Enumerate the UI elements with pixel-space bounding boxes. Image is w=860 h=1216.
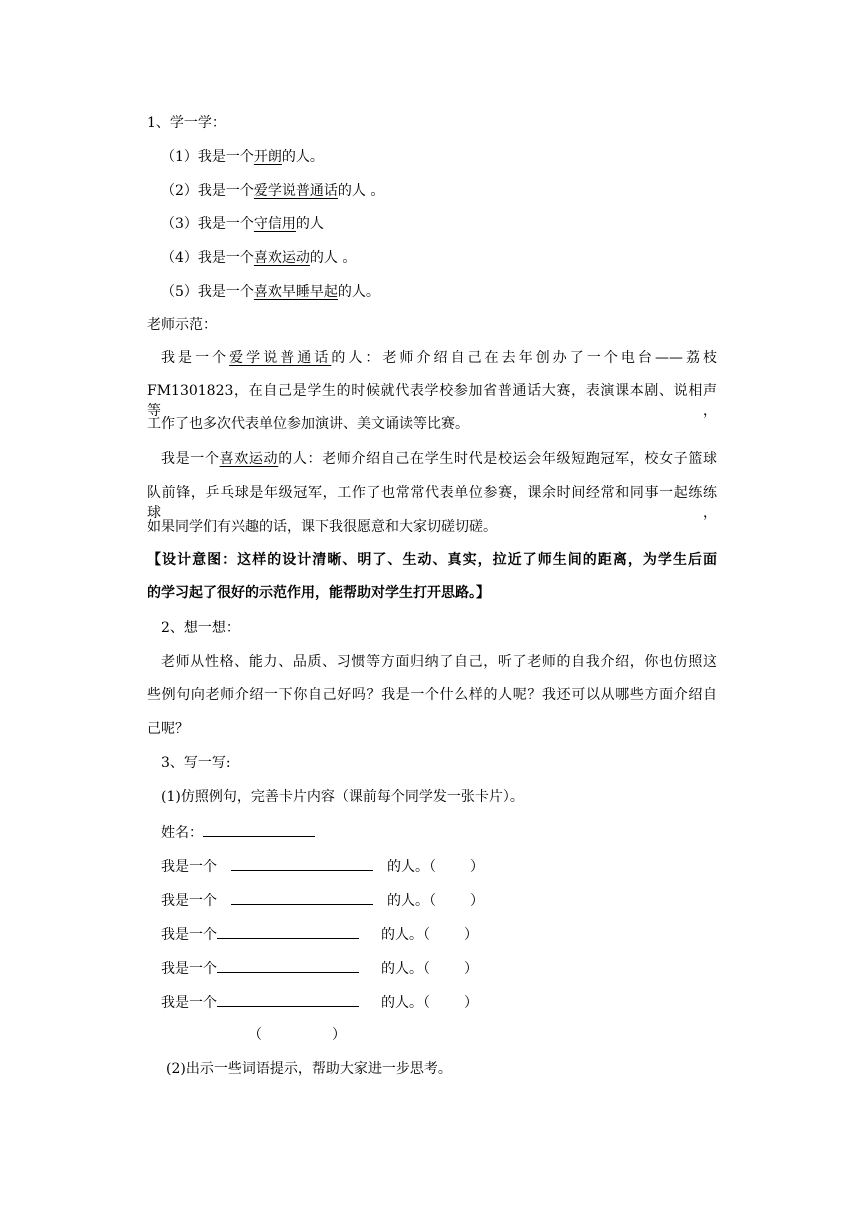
example-keyword: 开朗 <box>253 149 282 165</box>
card-row-prefix: 我是一个 <box>161 961 217 977</box>
example-keyword: 爱学说普通话 <box>253 183 338 199</box>
example-line-1 <box>161 147 324 167</box>
example-line-5 <box>161 282 380 302</box>
section-2-text-line-1: 老师从性格、能力、品质、习惯等方面归纳了自己，听了老师的自我介绍，你也仿照这 <box>161 654 717 670</box>
card-row-suffix: 的人。 <box>381 927 423 943</box>
demo1-prefix: 我是一个 <box>161 350 230 366</box>
card-row-paren-close: ） <box>464 995 478 1011</box>
example-prefix: （4）我是一个 <box>161 250 254 266</box>
demo1-keyword: 爱学说普通话 <box>229 350 332 366</box>
card-row-blank <box>217 958 359 973</box>
card-row-paren-close: ） <box>464 927 478 943</box>
card-row-prefix: 我是一个 <box>161 859 217 875</box>
demo1-line-2: FM1301823，在自己是学生的时候就代表学校参加省普通话大赛，表演课本剧、说相声等， <box>147 383 717 419</box>
demo1-rest: 的人：老师介绍自己在去年创办了一个电台——荔枝 <box>331 350 718 366</box>
card-row-blank <box>231 890 373 905</box>
card-row-suffix: 的人。 <box>381 995 423 1011</box>
demo2-line-3: 如果同学们有兴趣的话，课下我很愿意和大家切磋切磋。 <box>147 519 497 535</box>
card-row-prefix: 我是一个 <box>161 995 217 1011</box>
example-line-4 <box>161 248 356 268</box>
card-row-paren-open: （ <box>429 893 436 909</box>
example-keyword: 喜欢运动 <box>253 250 310 266</box>
section-2-text-line-2: 些例句向老师介绍一下你自己好吗？我是一个什么样的人呢？我还可以从哪些方面介绍自 <box>147 687 717 703</box>
card-row-paren-open: （ <box>423 927 430 943</box>
design-intent-line-2: 的学习起了很好的示范作用，能帮助对学生打开思路。】 <box>147 585 490 601</box>
card-row-paren-close: ） <box>470 893 484 909</box>
demo1-line-3: 工作了也多次代表单位参加演讲、美文诵读等比赛。 <box>147 416 469 432</box>
card-row-5 <box>161 992 478 1013</box>
example-suffix: 的人。 <box>337 284 380 300</box>
demo2-rest: 的人：老师介绍自己在学生时代是校运会年级短跑冠军，校女子篮球 <box>278 451 718 467</box>
example-keyword: 喜欢早睡早起 <box>253 284 338 300</box>
example-keyword: 守信用 <box>253 216 296 232</box>
example-suffix: 的人 。 <box>337 183 385 199</box>
demo2-line-2: 队前锋，乒乓球是年级冠军，工作了也常常代表单位参赛，课余时间经常和同事一起练练球， <box>147 485 717 521</box>
design-intent-line-1: 【设计意图：这样的设计清晰、明了、生动、真实，拉近了师生间的距离，为学生后面 <box>147 552 717 568</box>
card-row-blank <box>231 856 373 871</box>
demo2-prefix: 我是一个 <box>161 451 220 467</box>
section-3-item-1: (1)仿照例句，完善卡片内容（课前每个同学发一张卡片）。 <box>161 789 524 805</box>
card-row-paren-open: （ <box>423 961 430 977</box>
card-signature-paren <box>248 1025 346 1045</box>
card-row-blank <box>217 924 359 939</box>
name-blank-line <box>203 822 315 837</box>
section-2-heading: 2、想一想： <box>161 620 240 636</box>
example-line-2 <box>161 181 384 201</box>
card-row-blank <box>217 992 359 1007</box>
card-name-label: 姓名： <box>161 825 203 841</box>
signature-paren-close: ） <box>332 1027 346 1043</box>
card-row-paren-open: （ <box>423 995 430 1011</box>
demo-label: 老师示范： <box>147 317 217 333</box>
section-1-heading: 1、学一学： <box>147 115 226 131</box>
card-row-suffix: 的人。 <box>387 893 429 909</box>
card-row-2 <box>161 890 484 911</box>
card-row-1 <box>161 856 484 877</box>
signature-paren-open: （ <box>248 1027 262 1043</box>
example-prefix: （2）我是一个 <box>161 183 254 199</box>
card-row-4 <box>161 958 478 979</box>
card-name-row <box>161 822 315 843</box>
example-prefix: （5）我是一个 <box>161 284 254 300</box>
card-row-prefix: 我是一个 <box>161 893 217 909</box>
example-suffix: 的人 <box>295 216 324 232</box>
example-line-3 <box>161 214 324 234</box>
section-2-text-line-3: 己呢？ <box>147 721 189 737</box>
demo2-line-1 <box>161 449 717 469</box>
example-suffix: 的人。 <box>281 149 324 165</box>
demo2-keyword: 喜欢运动 <box>219 451 279 467</box>
card-row-3 <box>161 924 478 945</box>
card-row-paren-close: ） <box>464 961 478 977</box>
card-row-paren-open: （ <box>429 859 436 875</box>
section-3-item-2: (2)出示一些词语提示，帮助大家进一步思考。 <box>166 1061 452 1077</box>
card-row-suffix: 的人。 <box>387 859 429 875</box>
card-row-paren-close: ） <box>470 859 484 875</box>
card-row-prefix: 我是一个 <box>161 927 217 943</box>
card-row-suffix: 的人。 <box>381 961 423 977</box>
demo1-line-1 <box>161 348 717 368</box>
example-suffix: 的人 。 <box>309 250 357 266</box>
example-prefix: （1）我是一个 <box>161 149 254 165</box>
section-3-heading: 3、写一写: <box>161 755 231 771</box>
example-prefix: （3）我是一个 <box>161 216 254 232</box>
